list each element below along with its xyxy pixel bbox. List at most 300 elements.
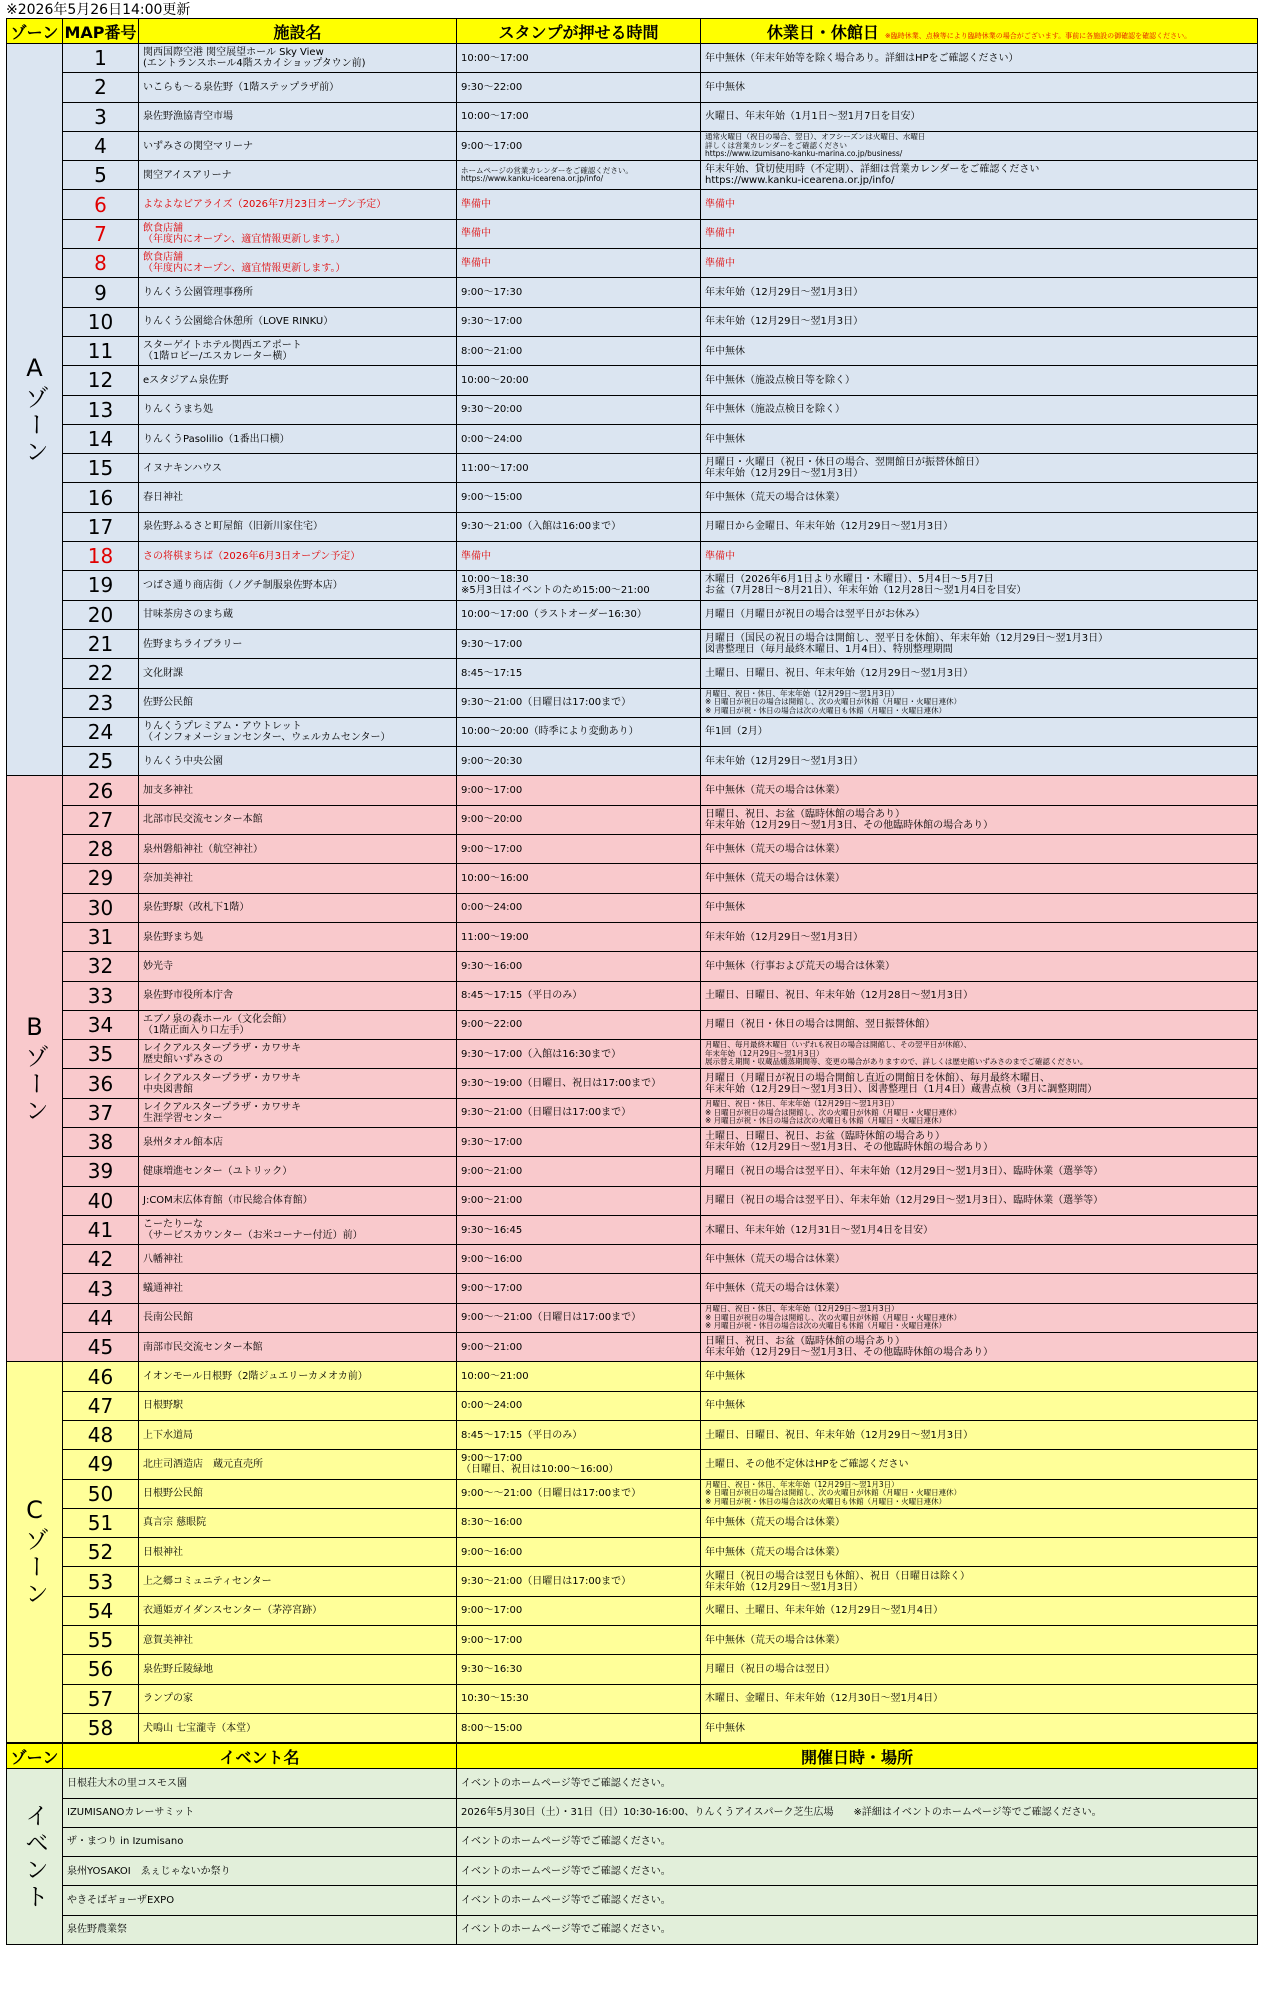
- stamp-time: 9:00～17:00: [457, 1596, 701, 1625]
- zone-label: Bゾーン: [7, 776, 63, 1362]
- map-number: 19: [63, 571, 139, 600]
- map-number: 16: [63, 483, 139, 512]
- holiday: 月曜日（祝日の場合は翌平日）、年末年始（12月29日～翌1月3日）、臨時休業（選挙等）: [701, 1157, 1258, 1186]
- map-number: 12: [63, 366, 139, 395]
- facility-name: りんくうPasolilio（1番出口横）: [139, 424, 457, 453]
- event-header-name: イベント名: [63, 1744, 457, 1769]
- stamp-time: 10:00～17:00: [457, 102, 701, 131]
- map-number: 47: [63, 1391, 139, 1420]
- facility-row: [7, 629, 1258, 658]
- stamp-time: 8:45～17:15（平日のみ）: [457, 981, 701, 1010]
- holiday: 土曜日、日曜日、祝日、年末年始（12月29日～翌1月3日）: [701, 1420, 1258, 1449]
- map-number: 33: [63, 981, 139, 1010]
- facility-row: [7, 1157, 1258, 1186]
- header-row: [7, 19, 1258, 44]
- facility-row: [7, 1655, 1258, 1684]
- facility-row: [7, 161, 1258, 190]
- holiday: 準備中: [701, 542, 1258, 571]
- map-number: 28: [63, 835, 139, 864]
- stamp-time: 8:30～16:00: [457, 1508, 701, 1537]
- facility-name: りんくうプレミアム・アウトレット （インフォメーションセンター、ウェルカムセンター）: [139, 717, 457, 746]
- facility-row: [7, 922, 1258, 951]
- facility-name: 北庄司酒造店 蔵元直売所: [139, 1450, 457, 1479]
- facility-row: [7, 219, 1258, 248]
- stamp-time: 9:30～17:00: [457, 1127, 701, 1156]
- stamp-time: 10:00～17:00（ラストオーダー16:30）: [457, 600, 701, 629]
- facility-row: [7, 1098, 1258, 1127]
- holiday: 月曜日、祝日・休日、年末年始（12月29日～翌1月3日） ※ 日曜日が祝日の場合は開館し、次の火曜日が休館（月曜日・火曜日連休） ※ 月曜日が祝・休日の場合は次の火曜日も休館（月曜日・火曜日連休）: [701, 688, 1258, 717]
- stamp-time: 9:00～21:00: [457, 1333, 701, 1362]
- holiday: 日曜日、祝日、お盆（臨時休館の場合あり） 年末年始（12月29日～翌1月3日、その他臨時休館の場合あり）: [701, 805, 1258, 834]
- stamp-time: 11:00～19:00: [457, 922, 701, 951]
- stamp-time: 10:00～20:00（時季により変動あり）: [457, 717, 701, 746]
- facility-name: 文化財課: [139, 659, 457, 688]
- holiday: 月曜日、毎月最終木曜日（いずれも祝日の場合は開館し、その翌平日が休館）、 年末年始（12月29日～翌1月3日） 展示替え期間・収蔵品燻蒸期間等、変更の場合がありますので、詳しくは歴史館いずみさのまでご確認ください。: [701, 1040, 1258, 1069]
- holiday: 年中無休: [701, 1391, 1258, 1420]
- stamp-time: 10:00～21:00: [457, 1362, 701, 1391]
- facility-name: 犬鳴山 七宝瀧寺（本堂）: [139, 1713, 457, 1742]
- facility-name: 関空アイスアリーナ: [139, 161, 457, 190]
- holiday: 年中無休（荒天の場合は休業）: [701, 1626, 1258, 1655]
- map-number: 51: [63, 1508, 139, 1537]
- holiday: 木曜日、年末年始（12月31日～翌1月4日を目安）: [701, 1215, 1258, 1244]
- holiday: 年中無休（年末年始等を除く場合あり。詳細はHPをご確認ください）: [701, 44, 1258, 73]
- map-number: 17: [63, 512, 139, 541]
- facility-name: 上之郷コミュニティセンター: [139, 1567, 457, 1596]
- event-name: 泉州YOSAKOI ゑぇじゃないか祭り: [63, 1857, 457, 1886]
- map-number: 20: [63, 600, 139, 629]
- facility-name: ランプの家: [139, 1684, 457, 1713]
- holiday: 木曜日、金曜日、年末年始（12月30日～翌1月4日）: [701, 1684, 1258, 1713]
- map-number: 1: [63, 44, 139, 73]
- facility-table: [6, 18, 1258, 1743]
- stamp-time: 0:00～24:00: [457, 893, 701, 922]
- stamp-time: 10:30～15:30: [457, 1684, 701, 1713]
- map-number: 29: [63, 864, 139, 893]
- facility-row: [7, 512, 1258, 541]
- event-table: [6, 1743, 1258, 1945]
- stamp-time: 10:00～20:00: [457, 366, 701, 395]
- facility-row: [7, 1010, 1258, 1039]
- event-when: イベントのホームページ等でご確認ください。: [457, 1769, 1258, 1798]
- event-name: IZUMISANOカレーサミット: [63, 1798, 457, 1827]
- map-number: 41: [63, 1215, 139, 1244]
- facility-name: 上下水道局: [139, 1420, 457, 1449]
- event-row: [7, 1827, 1258, 1856]
- stamp-time: 9:00～21:00: [457, 1186, 701, 1215]
- facility-name: レイクアルスタープラザ・カワサキ 生涯学習センター: [139, 1098, 457, 1127]
- holiday: 土曜日、日曜日、祝日、お盆（臨時休館の場合あり） 年末年始（12月29日～翌1月3日、その他臨時休館の場合あり）: [701, 1127, 1258, 1156]
- holiday: 月曜日、祝日・休日、年末年始（12月29日～翌1月3日） ※ 日曜日が祝日の場合は開館し、次の火曜日が休館（月曜日・火曜日連休） ※ 月曜日が祝・休日の場合は次の火曜日も休館（月曜日・火曜日連休）: [701, 1098, 1258, 1127]
- holiday: 月曜日（国民の祝日の場合は開館し、翌平日を休館）、年末年始（12月29日～翌1月3日） 図書整理日（毎月最終木曜日、1月4日）、特別整理期間: [701, 629, 1258, 658]
- holiday: 年中無休: [701, 1362, 1258, 1391]
- facility-name: エブノ泉の森ホール（文化会館） （1階正面入り口左手）: [139, 1010, 457, 1039]
- facility-name: 泉佐野丘陵緑地: [139, 1655, 457, 1684]
- stamp-time: 9:30～16:00: [457, 952, 701, 981]
- stamp-time: 準備中: [457, 190, 701, 219]
- facility-row: [7, 1538, 1258, 1567]
- facility-row: [7, 1684, 1258, 1713]
- facility-name: レイクアルスタープラザ・カワサキ 歴史館いずみさの: [139, 1040, 457, 1069]
- holiday: 年中無休（荒天の場合は休業）: [701, 1274, 1258, 1303]
- facility-row: [7, 1333, 1258, 1362]
- event-name: やきそばギョーザEXPO: [63, 1886, 457, 1915]
- event-header-zone: ゾーン: [7, 1744, 63, 1769]
- stamp-time: 8:45～17:15（平日のみ）: [457, 1420, 701, 1449]
- stamp-time: 10:00～18:30 ※5月3日はイベントのため15:00～21:00: [457, 571, 701, 600]
- facility-row: [7, 1303, 1258, 1332]
- holiday: 土曜日、日曜日、祝日、年末年始（12月29日～翌1月3日）: [701, 659, 1258, 688]
- holiday: 年中無休（荒天の場合は休業）: [701, 1245, 1258, 1274]
- event-name: 泉佐野農業祭: [63, 1915, 457, 1944]
- stamp-time: 9:00～16:00: [457, 1245, 701, 1274]
- header-zone: ゾーン: [7, 19, 63, 44]
- holiday: 年1回（2月）: [701, 717, 1258, 746]
- holiday: 年末年始（12月29日～翌1月3日）: [701, 307, 1258, 336]
- zone-label: Cゾーン: [7, 1362, 63, 1743]
- facility-row: [7, 1274, 1258, 1303]
- holiday: 年中無休（荒天の場合は休業）: [701, 483, 1258, 512]
- holiday: 木曜日（2026年6月1日より水曜日・木曜日）、5月4日～5月7日 お盆（7月28日～8月21日）、年末年始（12月28日～翌1月4日を目安）: [701, 571, 1258, 600]
- map-number: 37: [63, 1098, 139, 1127]
- facility-name: イヌナキンハウス: [139, 454, 457, 483]
- event-body: [7, 1769, 1258, 1945]
- holiday: 準備中: [701, 249, 1258, 278]
- facility-name: 日根野駅: [139, 1391, 457, 1420]
- holiday: 年末年始（12月29日～翌1月3日）: [701, 278, 1258, 307]
- holiday: 年中無休（行事および荒天の場合は休業）: [701, 952, 1258, 981]
- map-number: 27: [63, 805, 139, 834]
- facility-row: [7, 1626, 1258, 1655]
- facility-name: 泉佐野市役所本庁舎: [139, 981, 457, 1010]
- facility-name: 飲食店舗 （年度内にオープン、適宜情報更新します。）: [139, 219, 457, 248]
- event-row: [7, 1769, 1258, 1798]
- stamp-time: 11:00～17:00: [457, 454, 701, 483]
- map-number: 22: [63, 659, 139, 688]
- zone-label: Aゾーン: [7, 44, 63, 776]
- holiday: 火曜日（祝日の場合は翌日も休館）、祝日（日曜日は除く） 年末年始（12月29日～翌1月3日）: [701, 1567, 1258, 1596]
- stamp-time: 準備中: [457, 219, 701, 248]
- map-number: 23: [63, 688, 139, 717]
- stamp-time: ホームページの営業カレンダーをご確認ください。 https://www.kanku-icearena.or.jp/info/: [457, 161, 701, 190]
- facility-name: いずみさの関空マリーナ: [139, 131, 457, 160]
- facility-name: 日根神社: [139, 1538, 457, 1567]
- facility-row: [7, 893, 1258, 922]
- holiday: 年中無休（施設点検日を除く）: [701, 395, 1258, 424]
- facility-row: [7, 249, 1258, 278]
- holiday: 年中無休: [701, 336, 1258, 365]
- facility-row: [7, 190, 1258, 219]
- stamp-time: 9:30～21:00（入館は16:00まで）: [457, 512, 701, 541]
- stamp-time: 9:30～17:00: [457, 307, 701, 336]
- stamp-time: 9:30～22:00: [457, 73, 701, 102]
- map-number: 2: [63, 73, 139, 102]
- event-name: ザ・まつり in Izumisano: [63, 1827, 457, 1856]
- stamp-time: 8:45～17:15: [457, 659, 701, 688]
- facility-name: りんくう中央公園: [139, 747, 457, 776]
- facility-row: [7, 835, 1258, 864]
- map-number: 26: [63, 776, 139, 805]
- header-stamp-time: スタンプが押せる時間: [457, 19, 701, 44]
- holiday: 年中無休（荒天の場合は休業）: [701, 1508, 1258, 1537]
- facility-name: eスタジアム泉佐野: [139, 366, 457, 395]
- holiday: 年末年始、貸切使用時（不定期）、詳細は営業カレンダーをご確認ください https://www.kanku-icearena.or.jp/info/: [701, 161, 1258, 190]
- facility-row: [7, 1069, 1258, 1098]
- facility-row: [7, 1479, 1258, 1508]
- stamp-time: 9:00～20:30: [457, 747, 701, 776]
- header-holiday-label: 休業日・休館日: [766, 22, 879, 42]
- holiday: 年末年始（12月29日～翌1月3日）: [701, 922, 1258, 951]
- stamp-time: 準備中: [457, 542, 701, 571]
- facility-row: [7, 1713, 1258, 1742]
- facility-row: [7, 44, 1258, 73]
- map-number: 36: [63, 1069, 139, 1098]
- facility-row: [7, 1186, 1258, 1215]
- facility-row: [7, 73, 1258, 102]
- facility-name: スターゲイトホテル関西エアポート （1階ロビー/エスカレーター横）: [139, 336, 457, 365]
- map-number: 35: [63, 1040, 139, 1069]
- facility-name: 蟻通神社: [139, 1274, 457, 1303]
- map-number: 30: [63, 893, 139, 922]
- map-number: 38: [63, 1127, 139, 1156]
- map-number: 21: [63, 629, 139, 658]
- holiday: 年末年始（12月29日～翌1月3日）: [701, 747, 1258, 776]
- stamp-time: 8:00～21:00: [457, 336, 701, 365]
- stamp-time: 9:30～17:00（入館は16:30まで）: [457, 1040, 701, 1069]
- facility-row: [7, 717, 1258, 746]
- holiday: 火曜日、土曜日、年末年始（12月29日～翌1月4日）: [701, 1596, 1258, 1625]
- map-number: 11: [63, 336, 139, 365]
- event-row: [7, 1915, 1258, 1944]
- facility-row: [7, 278, 1258, 307]
- facility-row: [7, 1362, 1258, 1391]
- event-when: イベントのホームページ等でご確認ください。: [457, 1857, 1258, 1886]
- facility-name: 南部市民交流センター本館: [139, 1333, 457, 1362]
- stamp-time: 9:00～～21:00（日曜日は17:00まで）: [457, 1479, 701, 1508]
- map-number: 43: [63, 1274, 139, 1303]
- map-number: 18: [63, 542, 139, 571]
- facility-name: イオンモール日根野（2階ジュエリーカメオカ前）: [139, 1362, 457, 1391]
- facility-name: 泉佐野ふるさと町屋館（旧新川家住宅）: [139, 512, 457, 541]
- facility-row: [7, 307, 1258, 336]
- facility-name: つばさ通り商店街（ノグチ制服泉佐野本店）: [139, 571, 457, 600]
- stamp-time: 10:00～17:00: [457, 44, 701, 73]
- stamp-time: 9:00～15:00: [457, 483, 701, 512]
- event-row: [7, 1798, 1258, 1827]
- facility-name: りんくうまち処: [139, 395, 457, 424]
- facility-name: 奈加美神社: [139, 864, 457, 893]
- facility-row: [7, 776, 1258, 805]
- stamp-time: 9:00～17:00: [457, 131, 701, 160]
- facility-row: [7, 395, 1258, 424]
- facility-name: 加支多神社: [139, 776, 457, 805]
- holiday: 月曜日、祝日・休日、年末年始（12月29日～翌1月3日） ※ 日曜日が祝日の場合は開館し、次の火曜日が休館（月曜日・火曜日連休） ※ 月曜日が祝・休日の場合は次の火曜日も休館（月曜日・火曜日連休）: [701, 1303, 1258, 1332]
- stamp-time: 9:00～22:00: [457, 1010, 701, 1039]
- facility-name: 関西国際空港 関空展望ホール Sky View (エントランスホール4階スカイショップタウン前): [139, 44, 457, 73]
- event-when: イベントのホームページ等でご確認ください。: [457, 1915, 1258, 1944]
- facility-row: [7, 1596, 1258, 1625]
- map-number: 8: [63, 249, 139, 278]
- facility-name: J:COM末広体育館（市民総合体育館）: [139, 1186, 457, 1215]
- facility-row: [7, 483, 1258, 512]
- holiday: 土曜日、その他不定休はHPをご確認ください: [701, 1450, 1258, 1479]
- event-name: 日根荘大木の里コスモス園: [63, 1769, 457, 1798]
- map-number: 53: [63, 1567, 139, 1596]
- updated-timestamp: ※2026年5月26日14:00更新: [6, 2, 191, 18]
- facility-name: 春日神社: [139, 483, 457, 512]
- stamp-time: 8:00～15:00: [457, 1713, 701, 1742]
- map-number: 31: [63, 922, 139, 951]
- facility-row: [7, 336, 1258, 365]
- map-number: 42: [63, 1245, 139, 1274]
- facility-row: [7, 1450, 1258, 1479]
- facility-name: 佐野まちライブラリー: [139, 629, 457, 658]
- facility-name: レイクアルスタープラザ・カワサキ 中央図書館: [139, 1069, 457, 1098]
- map-number: 7: [63, 219, 139, 248]
- event-when: イベントのホームページ等でご確認ください。: [457, 1827, 1258, 1856]
- holiday: 月曜日（月曜日が祝日の場合開館し直近の開館日を休館）、毎月最終木曜日、 年末年始（12月29日～翌1月3日）、図書整理日（1月4日）蔵書点検（3月に調整期間）: [701, 1069, 1258, 1098]
- stamp-time: 9:30～19:00（日曜日、祝日は17:00まで）: [457, 1069, 701, 1098]
- facility-row: [7, 424, 1258, 453]
- holiday: 年中無休（荒天の場合は休業）: [701, 835, 1258, 864]
- holiday: 月曜日（祝日の場合は翌平日）、年末年始（12月29日～翌1月3日）、臨時休業（選挙等）: [701, 1186, 1258, 1215]
- facility-name: 泉州タオル館本店: [139, 1127, 457, 1156]
- facility-row: [7, 1391, 1258, 1420]
- facility-name: よなよなビアライズ（2026年7月23日オープン予定）: [139, 190, 457, 219]
- stamp-time: 9:00～20:00: [457, 805, 701, 834]
- header-facility: 施設名: [139, 19, 457, 44]
- stamp-time: 9:30～21:00（日曜日は17:00まで）: [457, 1567, 701, 1596]
- facility-row: [7, 600, 1258, 629]
- map-number: 24: [63, 717, 139, 746]
- stamp-time: 9:30～16:45: [457, 1215, 701, 1244]
- header-holiday-note: ※臨時休業、点検等により臨時休業の場合がございます。事前に各施設の御確認を確認ください。: [884, 31, 1192, 40]
- map-number: 13: [63, 395, 139, 424]
- facility-row: [7, 102, 1258, 131]
- map-number: 40: [63, 1186, 139, 1215]
- map-number: 32: [63, 952, 139, 981]
- facility-row: [7, 131, 1258, 160]
- event-when: 2026年5月30日（土）・31日（日）10:30-16:00、りんくうアイスパーク芝生広場 ※詳細はイベントのホームページ等でご確認ください。: [457, 1798, 1258, 1827]
- header-holiday: [701, 19, 1258, 44]
- facility-row: [7, 1215, 1258, 1244]
- facility-name: 日根野公民館: [139, 1479, 457, 1508]
- event-zone-label: イベント: [7, 1769, 63, 1945]
- map-number: 49: [63, 1450, 139, 1479]
- map-number: 54: [63, 1596, 139, 1625]
- facility-row: [7, 805, 1258, 834]
- event-header-when: 開催日時・場所: [457, 1744, 1258, 1769]
- stamp-time: 9:00～17:00: [457, 835, 701, 864]
- facility-row: [7, 1127, 1258, 1156]
- event-when: イベントのホームページ等でご確認ください。: [457, 1886, 1258, 1915]
- map-number: 39: [63, 1157, 139, 1186]
- holiday: 年中無休（施設点検日等を除く）: [701, 366, 1258, 395]
- facility-name: 真言宗 慈眼院: [139, 1508, 457, 1537]
- facility-row: [7, 542, 1258, 571]
- map-number: 34: [63, 1010, 139, 1039]
- stamp-time: 9:00～17:00: [457, 1626, 701, 1655]
- holiday: 年中無休: [701, 1713, 1258, 1742]
- facility-name: 泉佐野駅（改札下1階）: [139, 893, 457, 922]
- map-number: 58: [63, 1713, 139, 1742]
- facility-row: [7, 1567, 1258, 1596]
- holiday: 月曜日、祝日・休日、年末年始（12月29日～翌1月3日） ※ 日曜日が祝日の場合は開館し、次の火曜日が休館（月曜日・火曜日連休） ※ 月曜日が祝・休日の場合は次の火曜日も休館（月曜日・火曜日連休）: [701, 1479, 1258, 1508]
- stamp-time: 9:00～17:00 （日曜日、祝日は10:00～16:00）: [457, 1450, 701, 1479]
- facility-name: 北部市民交流センター本館: [139, 805, 457, 834]
- stamp-time: 9:00～～21:00（日曜日は17:00まで）: [457, 1303, 701, 1332]
- stamp-time: 10:00～16:00: [457, 864, 701, 893]
- stamp-rally-sheet: [6, 18, 1257, 1945]
- holiday: 年中無休（荒天の場合は休業）: [701, 864, 1258, 893]
- facility-row: [7, 1508, 1258, 1537]
- stamp-time: 9:00～16:00: [457, 1538, 701, 1567]
- facility-name: いこらも～る泉佐野（1階ステップラザ前）: [139, 73, 457, 102]
- facility-row: [7, 1420, 1258, 1449]
- facility-name: 泉佐野まち処: [139, 922, 457, 951]
- holiday: 年中無休: [701, 893, 1258, 922]
- facility-name: 泉州磐船神社（航空神社）: [139, 835, 457, 864]
- map-number: 50: [63, 1479, 139, 1508]
- facility-row: [7, 571, 1258, 600]
- map-number: 10: [63, 307, 139, 336]
- map-number: 5: [63, 161, 139, 190]
- facility-name: 意賀美神社: [139, 1626, 457, 1655]
- map-number: 46: [63, 1362, 139, 1391]
- stamp-time: 9:00～17:00: [457, 1274, 701, 1303]
- facility-row: [7, 981, 1258, 1010]
- map-number: 48: [63, 1420, 139, 1449]
- facility-name: 佐野公民館: [139, 688, 457, 717]
- holiday: 月曜日（月曜日が祝日の場合は翌平日がお休み）: [701, 600, 1258, 629]
- map-number: 25: [63, 747, 139, 776]
- facility-row: [7, 1245, 1258, 1274]
- holiday: 年中無休（荒天の場合は休業）: [701, 776, 1258, 805]
- facility-name: 泉佐野漁協青空市場: [139, 102, 457, 131]
- facility-name: りんくう公園管理事務所: [139, 278, 457, 307]
- map-number: 56: [63, 1655, 139, 1684]
- stamp-time: 0:00～24:00: [457, 424, 701, 453]
- holiday: 年中無休（荒天の場合は休業）: [701, 1538, 1258, 1567]
- map-number: 45: [63, 1333, 139, 1362]
- facility-name: 妙光寺: [139, 952, 457, 981]
- map-number: 55: [63, 1626, 139, 1655]
- event-row: [7, 1857, 1258, 1886]
- map-number: 52: [63, 1538, 139, 1567]
- stamp-time: 9:30～21:00（日曜日は17:00まで）: [457, 688, 701, 717]
- facility-row: [7, 688, 1258, 717]
- facility-name: 衣通姫ガイダンスセンター（茅渟宮跡）: [139, 1596, 457, 1625]
- stamp-time: 9:30～17:00: [457, 629, 701, 658]
- holiday: 通常火曜日（祝日の場合、翌日）、オフシーズンは火曜日、水曜日 詳しくは営業カレンダーをご確認ください https://www.izumisano-kanku-marina.co.jp/business/: [701, 131, 1258, 160]
- map-number: 9: [63, 278, 139, 307]
- stamp-time: 9:00～17:30: [457, 278, 701, 307]
- stamp-time: 9:30～16:30: [457, 1655, 701, 1684]
- map-number: 15: [63, 454, 139, 483]
- facility-name: こーたりーな （サービスカウンター（お米コーナー付近）前）: [139, 1215, 457, 1244]
- map-number: 3: [63, 102, 139, 131]
- map-number: 44: [63, 1303, 139, 1332]
- stamp-time: 準備中: [457, 249, 701, 278]
- facility-name: 甘味茶房さのまち蔵: [139, 600, 457, 629]
- facility-name: 八幡神社: [139, 1245, 457, 1274]
- holiday: 火曜日、年末年始（1月1日～翌1月7日を目安）: [701, 102, 1258, 131]
- holiday: 日曜日、祝日、お盆（臨時休館の場合あり） 年末年始（12月29日～翌1月3日、その他臨時休館の場合あり）: [701, 1333, 1258, 1362]
- holiday: 月曜日から金曜日、年末年始（12月29日～翌1月3日）: [701, 512, 1258, 541]
- map-number: 6: [63, 190, 139, 219]
- stamp-time: 0:00～24:00: [457, 1391, 701, 1420]
- facility-name: 健康増進センター（ユトリック）: [139, 1157, 457, 1186]
